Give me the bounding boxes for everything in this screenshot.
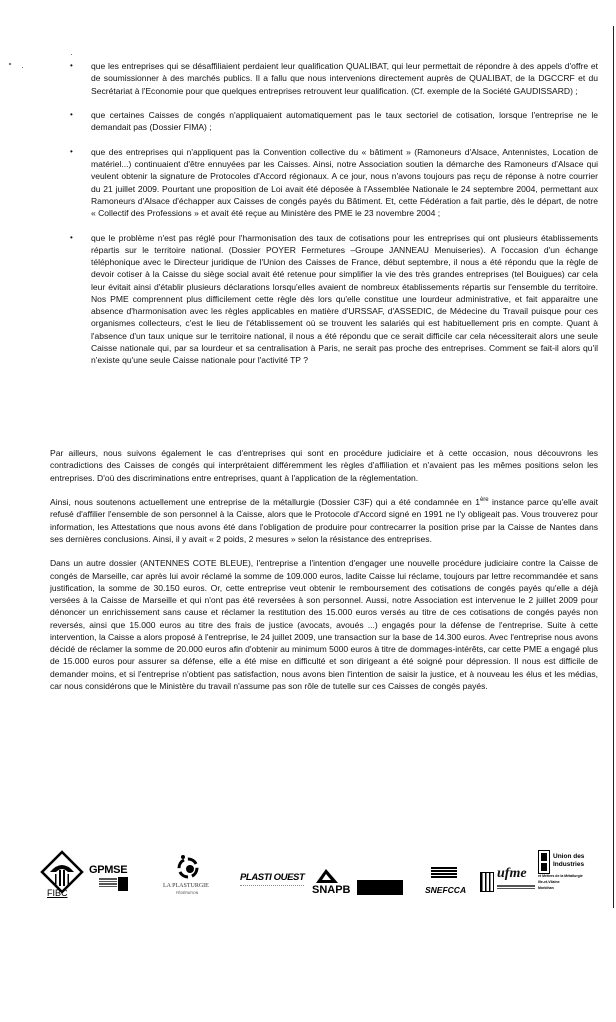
plasti-ouest-logo bbox=[240, 872, 312, 896]
gpmse-puzzle-icon bbox=[118, 877, 128, 891]
snapb-tagline-box bbox=[357, 880, 403, 895]
bullet-item-qualibat bbox=[70, 60, 598, 97]
fibc-label: FIBC bbox=[47, 888, 68, 898]
scan-speck bbox=[22, 67, 23, 68]
paragraph-procedure-judiciaire: Par ailleurs, nous suivons également le cas d'entreprises qui sont en procédure judiciaire et à cette occasion, nous découvrons les contradictions des Caisses de congés qui interprétaient différemment les règles d'affiliation et n'avaient pas les mêmes positions selon les entreprises. D'où des discriminations entre entreprises, quant à l'application de la règlementation. bbox=[50, 448, 598, 483]
plasturgie-label: LA PLASTURGIE bbox=[163, 883, 209, 889]
uimm-label-3: et Métiers de la Métallurgie bbox=[538, 874, 583, 878]
plasti-ouest-label: PLASTI OUEST bbox=[240, 872, 305, 883]
ufme-logo bbox=[480, 860, 538, 898]
uimm-logo bbox=[538, 850, 610, 900]
ufme-tagline bbox=[497, 884, 535, 890]
gpmse-label: GPMSE bbox=[89, 864, 128, 876]
plasturgie-swirl-icon bbox=[160, 850, 216, 882]
gpmse-logo bbox=[89, 864, 137, 896]
bullet-text: que les entreprises qui se désaffiliaient perdaient leur qualification QUALIBAT, qui leur permettait de répondre à des appels d'offre et de soumissionner à des marchés publics. Il a fallu que nous intervenions directement auprès de QUALIBAT, de la DGCCRF et du Secrétariat à l'Economie pour que quelques entreprises retrouvent leur qualification. (Cf. exemple de la Société GAUDISSARD) ; bbox=[91, 61, 598, 96]
snefcca-logo bbox=[423, 866, 469, 898]
paragraph-dossier-c3f bbox=[50, 496, 598, 545]
ufme-label: ufme bbox=[497, 866, 527, 881]
snapb-logo bbox=[312, 868, 404, 898]
plasturgie-logo bbox=[160, 850, 216, 900]
page-edge-rule bbox=[613, 26, 614, 908]
bullet-text: que certaines Caisses de congés n'appliquaient automatiquement pas le taux sectoriel de cotisation, lorsque l'entreprise ne le demandait pas (Dossier FIMA) ; bbox=[91, 110, 598, 133]
bullet-item-taux-sectoriel bbox=[70, 109, 598, 134]
bullet-text: que le problème n'est pas réglé pour l'harmonisation des taux de cotisations pour les entreprises qui ont plusieurs établissements répartis sur le territoire national. (Dossier POYER Fermetures –Groupe JANNEAU Menuiseries). A l'occasion d'un échange téléphonique avec le Directeur juridique de l'Union des Caisses de France, début septembre, il nous a été répondu que la règle de devoir cotiser à la Caisse du siège social avait été retenue pour simplifier la vie des très grandes entreprises (tel Bouigues) car cela leur évitait ainsi d'établir plusieurs déclarations lorsqu'elles avaient de nombreux établissements répartis sur l'ensemble du territoire. Nos PME comprennent plus difficilement cette règle dès lors qu'elle constitue une lourdeur administrative, et fait apparaitre une absence d'harmonisation avec les règles applicables en matière d'URSSAF, d'ASSEDIC, de Médecine du Travail puisque pour ces organismes collecteurs, c'est le lieu de l'établissement où se trouvent les salariés qui est habituellement pris en compte. Quant à l'absence d'un taux unique sur le territoire national, il nous a été répondu que ce serait difficile car cela nécessiterait alors une seule Caisse nationale qui, par sa lourdeur et sa centralisation à Paris, ne serait pas proche des entreprises. Comment se fait-il alors qu'il n'existe qu'une seule Caisse nationale pour l'activité TP ? bbox=[91, 232, 598, 366]
scan-speck bbox=[9, 63, 11, 65]
bullet-item-harmonisation bbox=[70, 232, 598, 367]
uimm-label-5: Morbihan bbox=[538, 886, 554, 890]
scan-speck bbox=[71, 54, 72, 55]
snapb-mountain-icon bbox=[312, 868, 342, 884]
bullet-icon: • bbox=[70, 146, 73, 156]
uimm-emblem-icon bbox=[538, 850, 550, 874]
document-body bbox=[70, 60, 598, 379]
plasti-ouest-tagline bbox=[240, 885, 304, 887]
snefcca-lines-icon bbox=[431, 866, 457, 879]
bullet-text: que des entreprises qui n'appliquent pas la Convention collective du « bâtiment » (Ramoneurs d'Alsace, Antennistes, Location de matériel...) continuaient d'être ennuyées par les Caisses. Ainsi, notre Association soutien la démarche des Ramoneurs d'Alsace qui veulent obtenir la signature de Protocoles d'Accord régionaux. A ce jour, nous n'avons toujours pas reçu de réponse à notre courrier du 21 juillet 2009. Pourtant une proposition de Loi avait été déposée à l'Assemblée Nationale le 24 septembre 2004, permettant aux Ramoneurs d'Alsace d'échapper aux Caisses de congés payés du Bâtiment. Et, cette Fédération a fait partie, dès le départ, de notre « Collectif des Professions » et avait été reçue au Ministère des PME le 23 novembre 2004 ; bbox=[91, 146, 598, 219]
paragraph-antennes-cote-bleue: Dans un autre dossier (ANTENNES COTE BLEUE), l'entreprise a l'intention d'engager une nouvelle procédure judiciaire contre la Caisse de congés de Marseille, car après lui avoir réclamé la somme de 109.000 euros, ladite Caisse lui réclame, toujours par lettre recommandée et sans justification, la somme de 30.150 euros. Or, cette entreprise veut obtenir le remboursement des cotisations de congés payés qu'elle a déjà versées à la Caisse de Marseille et qui n'ont pas été reversées à son personnel. Aussi, notre Association est intervenue le 2 juillet 2009 pour dénoncer un enrichissement sans cause et réclamer la restitution des 15.000 euros versés au titre de ces cotisations de congés payés non reversés, ainsi que 15.000 euros au titre des frais de justice (avocats, avoués ...) engagés pour la défense de l'entreprise. Suite à cette intervention, la Caisse a alors proposé à l'entreprise, le 24 juillet 2009, une transaction sur la base de 14.300 euros. Avec l'entreprise nous avons décidé de réclamer la somme de 20.000 euros afin d'obtenir au minimum 5000 euros à titre de dommages-intérêts, car cette PME a engagé plus de 15.000 euros pour assurer sa défense, elle a été mise en difficulté et son dirigeant a été soigné pour dépression. Il nous est difficile de demander moins, et si l'entreprise n'obtient pas satisfaction, nous avons bien l'intention de saisir la justice, et à nouveau les élus et les médias, car nous considérons que le Ministère du travail n'assume pas son rôle de tutelle sur ces Caisses de congés payés. bbox=[50, 558, 598, 691]
bullet-item-convention-batiment bbox=[70, 146, 598, 220]
snapb-label: SNAPB bbox=[312, 884, 351, 896]
bullet-icon: • bbox=[70, 232, 73, 242]
gpmse-subtitle-lines bbox=[99, 877, 117, 888]
footer-logos bbox=[40, 850, 610, 900]
uimm-label-1: Union des bbox=[553, 853, 585, 860]
uimm-label-4: Ille-et-Vilaine bbox=[538, 880, 560, 884]
document-body-paragraphs bbox=[50, 447, 598, 704]
fibc-logo bbox=[40, 850, 84, 900]
bullet-icon: • bbox=[70, 61, 73, 70]
paragraph-text: instance parce qu'elle avait refusé d'affilier l'ensemble de son personnel à la Caisse, alors que le Protocole d'Accord signé en 1991 ne l'y obligeait pas. Vous trouverez pour information, les Attestations que nous avons été dans l'obligation de produire pour contrecarrer la position prise par la Caisse de Nantes dans ses dernières conclusions. Ainsi, il y avait « 2 poids, 2 mesures » selon la résistance des entreprises. bbox=[50, 497, 598, 544]
plasturgie-sublabel: FÉDÉRATION bbox=[176, 891, 199, 895]
paragraph-text: Ainsi, nous soutenons actuellement une entreprise de la métallurgie (Dossier C3F) qui a été condamnée en 1 bbox=[50, 497, 480, 508]
bullet-icon: • bbox=[70, 110, 73, 120]
ufme-building-icon bbox=[480, 872, 494, 892]
superscript: ère bbox=[479, 497, 489, 504]
uimm-label-2: Industries bbox=[553, 861, 585, 868]
snefcca-label: SNEFCCA bbox=[425, 885, 467, 895]
